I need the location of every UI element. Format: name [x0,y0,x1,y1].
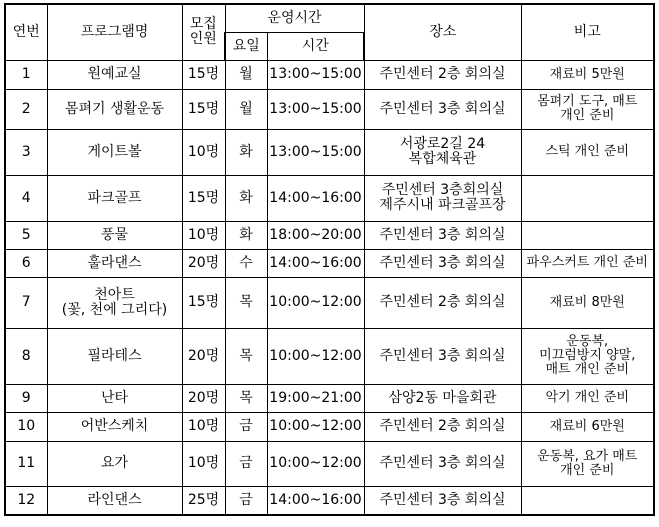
cell-capacity: 10명 [182,129,225,175]
cell-time: 19:00~21:00 [267,384,364,412]
header-capacity: 모집 인원 [182,4,225,60]
cell-note: 재료비 8만원 [521,277,654,328]
cell-day: 금 [225,441,267,486]
cell-place: 주민센터 3층회의실 제주시내 파크골프장 [364,175,521,221]
header-time-group: 운영시간 [225,4,364,32]
cell-note: 운동복, 요가 매트 개인 준비 [521,441,654,486]
cell-place: 주민센터 3층 회의실 [364,328,521,384]
cell-note [521,175,654,221]
cell-no: 9 [5,384,47,412]
table-row [5,89,654,129]
cell-no: 10 [5,412,47,441]
cell-place: 주민센터 2층 회의실 [364,412,521,441]
cell-capacity: 10명 [182,441,225,486]
cell-no: 12 [5,486,47,515]
cell-place: 주민센터 3층 회의실 [364,486,521,515]
cell-no: 5 [5,221,47,249]
cell-day: 월 [225,89,267,129]
cell-program: 필라테스 [47,328,182,384]
cell-program: 원예교실 [47,60,182,89]
table-row [5,175,654,221]
cell-day: 수 [225,249,267,277]
cell-place: 주민센터 3층 회의실 [364,249,521,277]
cell-program: 요가 [47,441,182,486]
header-place: 장소 [364,4,521,60]
cell-program: 어반스케치 [47,412,182,441]
cell-no: 7 [5,277,47,328]
cell-note: 스틱 개인 준비 [521,129,654,175]
table-row [5,221,654,249]
cell-capacity: 15명 [182,89,225,129]
table-row [5,486,654,515]
cell-note [521,221,654,249]
cell-day: 월 [225,60,267,89]
cell-note: 재료비 5만원 [521,60,654,89]
cell-time: 18:00~20:00 [267,221,364,249]
table-row [5,412,654,441]
cell-place: 서광로2길 24 복합체육관 [364,129,521,175]
cell-capacity: 20명 [182,328,225,384]
cell-no: 8 [5,328,47,384]
cell-day: 화 [225,175,267,221]
cell-program: 라인댄스 [47,486,182,515]
cell-program: 천아트 (꽃, 천에 그리다) [47,277,182,328]
cell-time: 10:00~12:00 [267,277,364,328]
cell-day: 목 [225,328,267,384]
cell-day: 화 [225,221,267,249]
cell-time: 10:00~12:00 [267,328,364,384]
header-no: 연번 [5,4,47,60]
cell-time: 14:00~16:00 [267,249,364,277]
cell-place: 주민센터 3층 회의실 [364,221,521,249]
cell-program: 난타 [47,384,182,412]
cell-program: 몸펴기 생활운동 [47,89,182,129]
cell-place: 삼양2동 마을회관 [364,384,521,412]
cell-time: 13:00~15:00 [267,89,364,129]
table-row [5,129,654,175]
cell-day: 금 [225,412,267,441]
cell-note: 운동복, 미끄럼방지 양말, 매트 개인 준비 [521,328,654,384]
cell-place: 주민센터 3층 회의실 [364,89,521,129]
header-note: 비고 [521,4,654,60]
header-program: 프로그램명 [47,4,182,60]
cell-day: 목 [225,277,267,328]
cell-capacity: 10명 [182,221,225,249]
table-row [5,249,654,277]
cell-capacity: 15명 [182,277,225,328]
cell-no: 11 [5,441,47,486]
cell-note: 파우스커트 개인 준비 [521,249,654,277]
cell-capacity: 25명 [182,486,225,515]
table-row [5,441,654,486]
cell-time: 13:00~15:00 [267,129,364,175]
cell-time: 13:00~15:00 [267,60,364,89]
table-row [5,60,654,89]
cell-note: 악기 개인 준비 [521,384,654,412]
cell-program: 훌라댄스 [47,249,182,277]
cell-capacity: 15명 [182,175,225,221]
cell-note: 몸펴기 도구, 매트 개인 준비 [521,89,654,129]
cell-no: 3 [5,129,47,175]
cell-no: 4 [5,175,47,221]
cell-program: 풍물 [47,221,182,249]
cell-time: 10:00~12:00 [267,441,364,486]
table-row [5,328,654,384]
program-table [4,3,655,516]
cell-capacity: 10명 [182,412,225,441]
table-row [5,277,654,328]
cell-note [521,486,654,515]
cell-no: 1 [5,60,47,89]
cell-time: 14:00~16:00 [267,175,364,221]
cell-place: 주민센터 3층 회의실 [364,441,521,486]
cell-no: 2 [5,89,47,129]
cell-program: 게이트볼 [47,129,182,175]
table-row [5,384,654,412]
cell-place: 주민센터 2층 회의실 [364,277,521,328]
cell-day: 금 [225,486,267,515]
cell-day: 화 [225,129,267,175]
cell-capacity: 15명 [182,60,225,89]
header-time: 시간 [267,32,364,60]
cell-capacity: 20명 [182,384,225,412]
cell-time: 14:00~16:00 [267,486,364,515]
cell-day: 목 [225,384,267,412]
header-day: 요일 [225,32,267,60]
cell-no: 6 [5,249,47,277]
program-schedule [4,3,655,516]
cell-program: 파크골프 [47,175,182,221]
cell-capacity: 20명 [182,249,225,277]
cell-place: 주민센터 2층 회의실 [364,60,521,89]
cell-time: 10:00~12:00 [267,412,364,441]
cell-note: 재료비 6만원 [521,412,654,441]
